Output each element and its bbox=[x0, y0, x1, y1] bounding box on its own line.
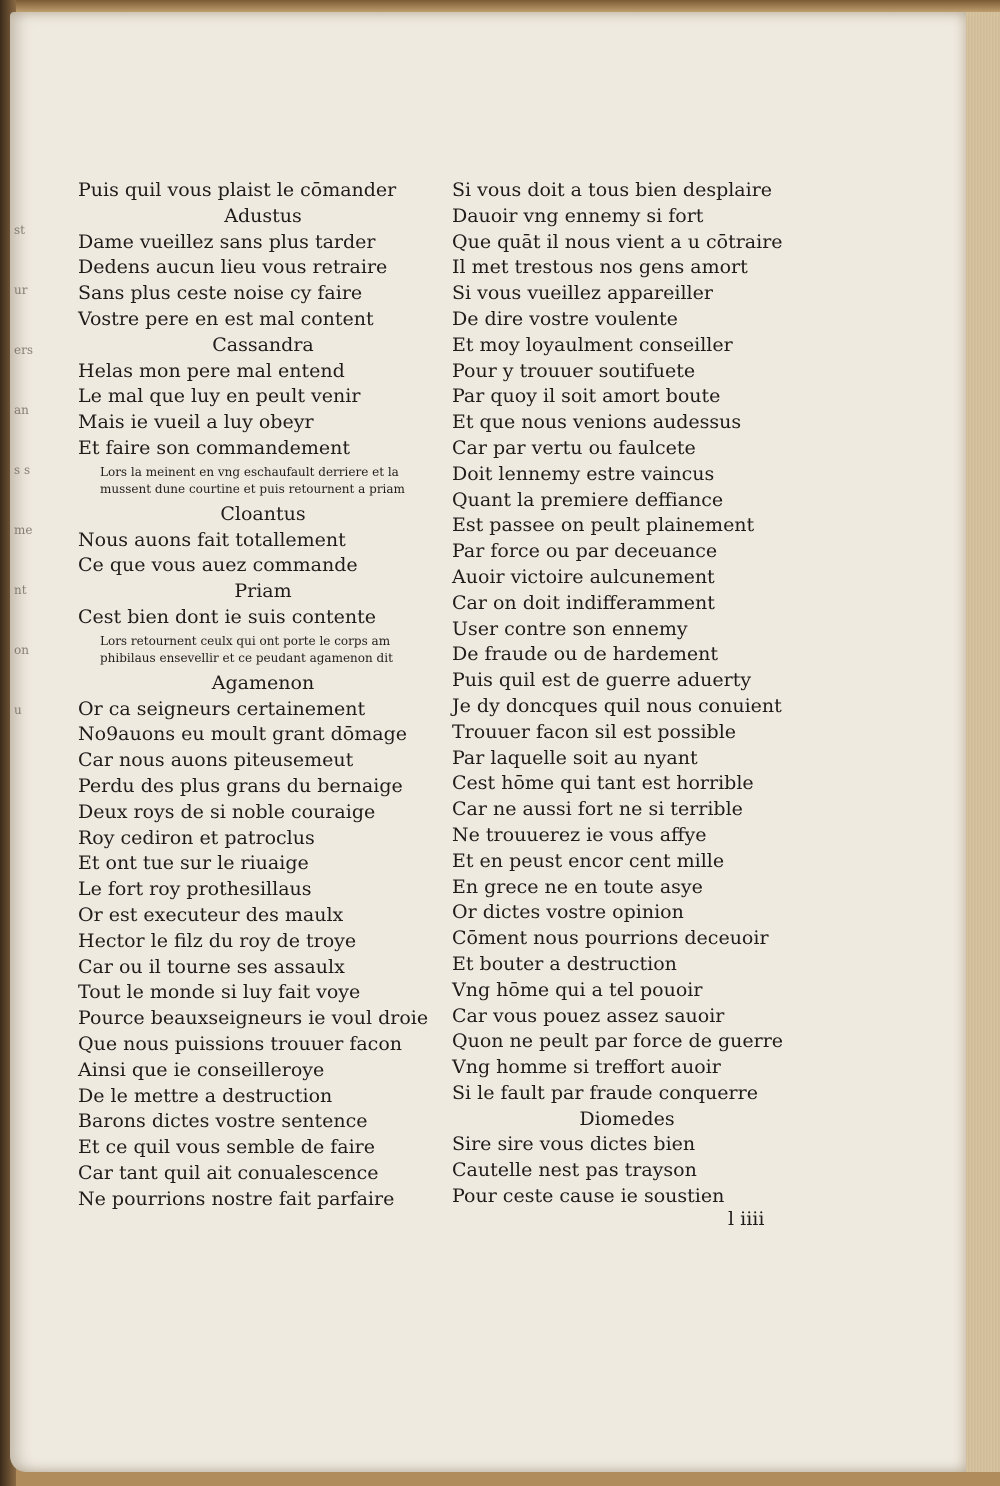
verse-line: Pour ceste cause ie soustien bbox=[452, 1185, 725, 1208]
verse-line: Car ne aussi fort ne si terrible bbox=[452, 798, 743, 821]
verse-line: Pource beauxseigneurs ie voul droie bbox=[78, 1007, 429, 1030]
verse-line: Or dictes vostre opinion bbox=[452, 901, 684, 924]
verse-line: Car par vertu ou faulcete bbox=[452, 436, 696, 459]
right-lines-a bbox=[452, 178, 802, 1107]
stage-direction-line: phibilaus ensevellir et ce peudant agamenon dit bbox=[100, 650, 393, 665]
verse-line: Quant la premiere deffiance bbox=[452, 488, 724, 511]
verse-line: Car tant quil ait conualescence bbox=[78, 1161, 379, 1184]
left-lines-d bbox=[78, 528, 448, 580]
verse-line: De fraude ou de hardement bbox=[452, 643, 718, 666]
verse-line: Et moy loyaulment conseiller bbox=[452, 333, 733, 356]
verse-line: Et en peust encor cent mille bbox=[452, 849, 725, 872]
verse-line: Le mal que luy en peult venir bbox=[78, 385, 361, 408]
speaker-heading: Adustus bbox=[224, 204, 302, 227]
verse-line: Quon ne peult par force de guerre bbox=[452, 1030, 784, 1053]
verse-line: Auoir victoire aulcunement bbox=[452, 565, 715, 588]
verse-line: Cautelle nest pas trayson bbox=[452, 1159, 697, 1182]
verse-line: De le mettre a destruction bbox=[78, 1084, 333, 1107]
verse-line: De dire vostre voulente bbox=[452, 307, 678, 330]
verse-line: Il met trestous nos gens amort bbox=[452, 256, 748, 279]
verse-line: Nous auons fait totallement bbox=[78, 528, 346, 551]
verse-line: Le fort roy prothesillaus bbox=[78, 878, 312, 901]
speaker-heading: Priam bbox=[234, 580, 292, 603]
verse-line: Si le fault par fraude conquerre bbox=[452, 1081, 758, 1104]
verse-line: Hector le filz du roy de troye bbox=[78, 929, 357, 952]
verse-line: No9auons eu moult grant dōmage bbox=[78, 723, 407, 746]
left-lines-b bbox=[78, 230, 448, 333]
verse-line: Car nous auons piteusemeut bbox=[78, 749, 354, 772]
verse-line: Dame vueillez sans plus tarder bbox=[78, 230, 376, 253]
verse-line: Vng hōme qui a tel pouoir bbox=[452, 978, 703, 1001]
verse-line: Et ce quil vous semble de faire bbox=[78, 1136, 376, 1159]
speaker-heading: Agamenon bbox=[211, 671, 315, 694]
left-lines-a bbox=[78, 178, 448, 204]
verse-line: Cest hōme qui tant est horrible bbox=[452, 772, 754, 795]
verse-line: Par force ou par deceuance bbox=[452, 540, 718, 563]
verse-line: Sire sire vous dictes bien bbox=[452, 1133, 696, 1156]
verse-line: Puis quil vous plaist le cōmander bbox=[78, 179, 397, 201]
verse-line: Sans plus ceste noise cy faire bbox=[78, 282, 363, 305]
verse-line: Deux roys de si noble couraige bbox=[78, 800, 376, 823]
verse-line: Ainsi que ie conseilleroye bbox=[78, 1058, 325, 1081]
verse-line: Et que nous venions audessus bbox=[452, 411, 742, 434]
verse-line: Par laquelle soit au nyant bbox=[452, 746, 698, 769]
speaker-heading: Cloantus bbox=[220, 502, 306, 525]
verse-line: Vostre pere en est mal content bbox=[78, 307, 374, 330]
verse-line: Roy cediron et patroclus bbox=[78, 826, 315, 849]
verse-line: Car vous pouez assez sauoir bbox=[452, 1004, 725, 1027]
verse-line: Or ca seigneurs certainement bbox=[78, 697, 366, 720]
verse-line: Pour y trouuer soutifuete bbox=[452, 359, 696, 382]
speaker-heading: Cassandra bbox=[212, 333, 314, 356]
verse-line: Vng homme si treffort auoir bbox=[452, 1056, 721, 1079]
verse-line: Doit lennemy estre vaincus bbox=[452, 462, 715, 485]
verse-line: Puis quil est de guerre aduerty bbox=[452, 669, 752, 692]
verse-line: Cest bien dont ie suis contente bbox=[78, 605, 377, 628]
verse-line: Si vous doit a tous bien desplaire bbox=[452, 179, 773, 201]
verse-line: Car ou il tourne ses assaulx bbox=[78, 955, 345, 978]
speaker-heading: Diomedes bbox=[579, 1107, 675, 1130]
left-column bbox=[78, 178, 448, 1212]
verse-line: Ce que vous auez commande bbox=[78, 554, 358, 577]
left-lines-c bbox=[78, 359, 448, 462]
stage-direction-line: Lors la meinent en vng eschaufault derriere et la bbox=[100, 464, 399, 479]
verse-line: Ne pourrions nostre fait parfaire bbox=[78, 1187, 395, 1210]
verse-line: Je dy doncques quil nous conuient bbox=[452, 694, 782, 717]
verse-line: Trouuer facon sil est possible bbox=[452, 720, 737, 743]
verse-line: Si vous vueillez appareiller bbox=[452, 282, 713, 305]
verse-line: Dauoir vng ennemy si fort bbox=[452, 204, 704, 227]
verse-line: Tout le monde si luy fait voye bbox=[78, 981, 361, 1004]
verse-line: Que quāt il nous vient a u cōtraire bbox=[452, 230, 783, 253]
signature-mark: l iiii bbox=[728, 1208, 765, 1230]
verse-line: Ne trouuerez ie vous affye bbox=[452, 823, 707, 846]
verse-line: Car on doit indifferamment bbox=[452, 591, 715, 614]
verse-line: Est passee on peult plainement bbox=[452, 514, 755, 537]
verse-line: Mais ie vueil a luy obeyr bbox=[78, 411, 314, 434]
verse-line: Et ont tue sur le riuaige bbox=[78, 852, 309, 875]
page-fore-edge bbox=[966, 12, 1000, 1472]
stage-direction bbox=[78, 633, 448, 667]
stage-direction-line: Lors retournent ceulx qui ont porte le corps am bbox=[100, 633, 391, 648]
verse-line: Cōment nous pourrions deceuoir bbox=[452, 927, 769, 950]
left-lines-f bbox=[78, 697, 448, 1213]
verse-line: Perdu des plus grans du bernaige bbox=[78, 774, 403, 797]
verse-line: Dedens aucun lieu vous retraire bbox=[78, 256, 388, 279]
verse-line: Helas mon pere mal entend bbox=[78, 359, 345, 382]
verse-line: Et faire son commandement bbox=[78, 436, 351, 459]
right-column bbox=[452, 178, 802, 1210]
verse-line: User contre son ennemy bbox=[452, 617, 688, 640]
verse-line: Or est executeur des maulx bbox=[78, 903, 344, 926]
left-lines-e bbox=[78, 605, 448, 631]
facing-page-bleed: st ur ers ans s me nt on u bbox=[14, 223, 33, 717]
verse-line: Que nous puissions trouuer facon bbox=[78, 1032, 402, 1055]
verse-line: En grece ne en toute asye bbox=[452, 875, 703, 898]
verse-line: Et bouter a destruction bbox=[452, 952, 677, 975]
verse-line: Barons dictes vostre sentence bbox=[78, 1110, 368, 1133]
stage-direction-line: mussent dune courtine et puis retournent a priam bbox=[100, 481, 405, 496]
verse-line: Par quoy il soit amort boute bbox=[452, 385, 721, 408]
stage-direction bbox=[78, 464, 448, 498]
right-lines-b bbox=[452, 1132, 802, 1209]
